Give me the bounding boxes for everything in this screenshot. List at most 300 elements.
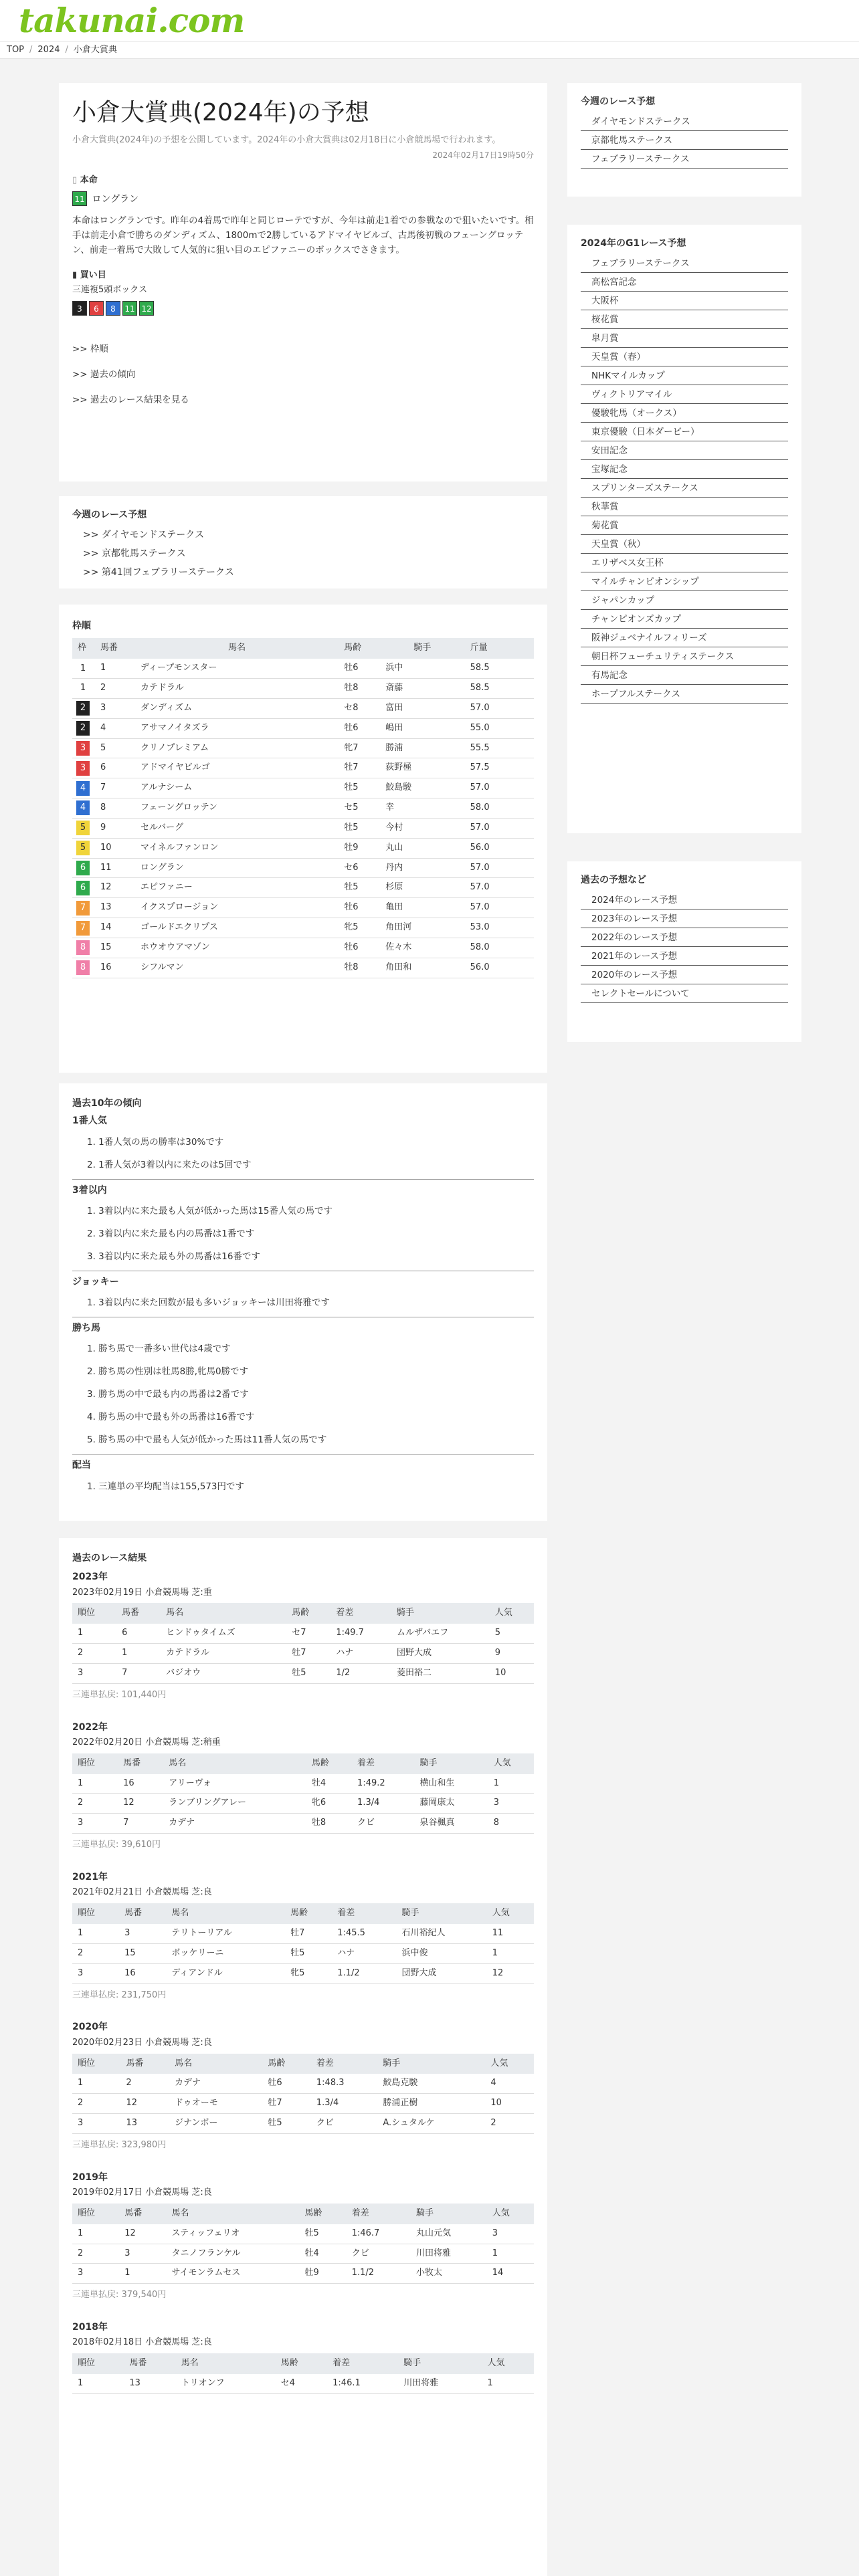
result-cell: 1:48.3 [311, 2074, 377, 2093]
result-col: 順位 [72, 2204, 119, 2224]
weekly-link-diamond[interactable]: >> ダイヤモンドステークス [83, 530, 205, 541]
sidebar-link[interactable]: 有馬記念 [581, 666, 788, 685]
horse-name-link[interactable]: マイネルファンロン [135, 838, 339, 858]
result-row [72, 1963, 534, 1983]
result-col: 馬番 [119, 1903, 166, 1924]
result-row [72, 1644, 534, 1664]
result-col: 騎手 [411, 2204, 487, 2224]
umaban-cell: 16 [95, 958, 135, 978]
waku-row [72, 858, 534, 878]
age-cell: 牡5 [339, 778, 380, 798]
trend-item: 1. 勝ち馬で一番多い世代は4歳です [87, 1344, 231, 1355]
trends-card [59, 1083, 547, 1521]
result-horse-link[interactable]: ドゥオーモ [169, 2094, 262, 2114]
sidebar-link[interactable]: フェブラリーステークス [581, 150, 788, 169]
result-horse-link[interactable]: バジオウ [161, 1663, 286, 1683]
honmei-icon: ▯ [72, 175, 78, 186]
result-cell: 藤岡康太 [414, 1794, 488, 1814]
result-cell: 12 [119, 2224, 166, 2244]
result-cell: 1/2 [330, 1663, 391, 1683]
result-col: 馬齢 [306, 1753, 352, 1774]
age-cell: 牝7 [339, 738, 380, 758]
breadcrumb-separator: / [29, 45, 33, 55]
result-cell: 7 [116, 1663, 161, 1683]
result-col: 馬番 [116, 1603, 161, 1624]
kaime-section [72, 270, 534, 316]
result-cell: クビ [347, 2244, 411, 2264]
horse-name-link[interactable]: アドマイヤビルゴ [135, 758, 339, 778]
result-horse-link[interactable]: ボッケリーニ [166, 1943, 285, 1963]
result-col: 着差 [311, 2054, 377, 2074]
sidebar-link[interactable]: 朝日杯フューチュリティステークス [581, 647, 788, 666]
result-cell: 1.3/4 [352, 1794, 414, 1814]
trend-list [72, 1475, 534, 1498]
result-cell: 1:45.5 [332, 1924, 396, 1943]
honmei-horse: ロングラン [92, 194, 139, 205]
results-title: 過去のレース結果 [72, 1553, 147, 1564]
trend-item: 1. 3着以内に来た最も人気が低かった馬は15番人気の馬です [87, 1205, 332, 1216]
waku-row [72, 798, 534, 819]
result-horse-link[interactable]: ジナンボー [169, 2114, 262, 2134]
waku-cell [72, 898, 95, 918]
waku-cell [72, 858, 95, 878]
result-horse-link[interactable]: カデナ [163, 1814, 306, 1834]
result-cell: 16 [119, 1963, 166, 1983]
col-age: 馬齢 [339, 638, 380, 659]
waku-row [72, 878, 534, 898]
result-cell: セ4 [276, 2374, 327, 2393]
umaban-cell: 5 [95, 738, 135, 758]
sidebar-link[interactable]: 秋華賞 [581, 498, 788, 516]
result-cell: 牡7 [262, 2094, 311, 2114]
age-cell: 牡9 [339, 838, 380, 858]
sidebar-link[interactable]: NHKマイルカップ [581, 366, 788, 385]
result-horse-link[interactable]: ヒンドゥタイムズ [161, 1624, 286, 1643]
site-logo[interactable]: takunai.com [19, 1, 245, 40]
result-race-info: 2021年02月21日 小倉競馬場 芝:良 [72, 1887, 212, 1898]
result-cell: 牡4 [300, 2244, 347, 2264]
trend-item: 3. 3着以内に来た最も外の馬番は16番です [87, 1251, 260, 1262]
link-past-results[interactable]: >> 過去のレース結果を見る [72, 394, 189, 405]
kaime-number: 12 [139, 301, 154, 316]
umaban-cell: 3 [95, 698, 135, 718]
result-horse-link[interactable]: カデナ [169, 2074, 262, 2093]
result-cell: 1 [488, 1774, 534, 1794]
sidebar-link[interactable]: ダイヤモンドステークス [581, 112, 788, 131]
jockey-cell: 富田 [380, 698, 464, 718]
result-col: 騎手 [414, 1753, 488, 1774]
result-payout: 三連単払戻: 101,440円 [72, 1689, 167, 1700]
result-race-info: 2019年02月17日 小倉競馬場 芝:良 [72, 2187, 212, 2198]
result-cell: 1.1/2 [347, 2264, 411, 2284]
age-cell: 牡6 [339, 938, 380, 958]
umaban-cell: 7 [95, 778, 135, 798]
result-cell: 横山和生 [414, 1774, 488, 1794]
trend-heading: 3着以内 [72, 1184, 107, 1196]
waku-cell [72, 938, 95, 958]
waku-row [72, 718, 534, 738]
waku-cell [72, 818, 95, 838]
result-row [72, 1924, 534, 1943]
age-cell: セ8 [339, 698, 380, 718]
weekly-predictions-card [59, 496, 547, 588]
result-year: 2018年 [72, 2322, 108, 2333]
result-year-block [72, 1570, 534, 1701]
result-cell: 2 [485, 2114, 534, 2134]
result-cell: クビ [311, 2114, 377, 2134]
kaime-numbers [72, 301, 534, 316]
trend-heading: 勝ち馬 [72, 1323, 100, 1334]
sidebar-link[interactable]: 2024年のレース予想 [581, 891, 788, 909]
horse-name-link[interactable]: ホウオウアマゾン [135, 938, 339, 958]
jockey-cell: 角田河 [380, 918, 464, 938]
result-header-row [72, 1603, 534, 1624]
sidebar-link[interactable]: 安田記念 [581, 441, 788, 460]
sidebar-link[interactable]: マイルチャンピオンシップ [581, 572, 788, 591]
horse-name-link[interactable]: ディープモンスター [135, 659, 339, 678]
result-cell: 1:49.2 [352, 1774, 414, 1794]
sidebar-link[interactable]: 優駿牝馬（オークス） [581, 404, 788, 423]
result-cell: 1 [72, 1774, 118, 1794]
trend-item: 1. 1番人気の馬の勝率は30%です [87, 1136, 224, 1148]
result-col: 馬番 [121, 2054, 170, 2074]
weekly-title: 今週のレース予想 [72, 510, 147, 520]
waku-number: 6 [76, 881, 90, 895]
umaban-cell: 12 [95, 878, 135, 898]
result-table [72, 1753, 534, 1834]
breadcrumb-year[interactable]: 2024 [37, 45, 60, 55]
waku-row [72, 838, 534, 858]
result-col: 馬番 [124, 2353, 175, 2374]
trend-group [72, 1114, 534, 1179]
sidebar-link[interactable]: ヴィクトリアマイル [581, 385, 788, 404]
horse-name-link[interactable]: フェーングロッテン [135, 798, 339, 819]
result-cell: 団野大成 [391, 1644, 490, 1664]
horse-name-link[interactable]: アルナシーム [135, 778, 339, 798]
result-row [72, 2074, 534, 2093]
result-cell: 2 [72, 1794, 118, 1814]
age-cell: 牡7 [339, 758, 380, 778]
result-col: 騎手 [377, 2054, 485, 2074]
result-row [72, 2114, 534, 2134]
result-cell: 泉谷楓真 [414, 1814, 488, 1834]
col-waku: 枠 [72, 638, 95, 659]
result-cell: 牝5 [285, 1963, 332, 1983]
result-col: 馬齢 [262, 2054, 311, 2074]
jockey-cell: 角田和 [380, 958, 464, 978]
col-weight: 斤量 [465, 638, 534, 659]
result-year: 2022年 [72, 1721, 108, 1733]
waku-cell [72, 758, 95, 778]
sidebar-link[interactable]: ホープフルステークス [581, 685, 788, 704]
umaban-cell: 4 [95, 718, 135, 738]
result-year: 2023年 [72, 1572, 108, 1583]
result-col: 馬番 [119, 2204, 166, 2224]
horse-name-link[interactable]: ロングラン [135, 858, 339, 878]
col-horse: 馬名 [135, 638, 339, 659]
jockey-cell: 今村 [380, 818, 464, 838]
result-cell: セ7 [286, 1624, 330, 1643]
sidebar-link[interactable]: 天皇賞（秋） [581, 535, 788, 554]
horse-name-link[interactable]: イクスプロージョン [135, 898, 339, 918]
trend-heading: ジョッキー [72, 1276, 119, 1287]
result-horse-link[interactable]: テリトーリアル [166, 1924, 285, 1943]
waku-header-row [72, 638, 534, 659]
horse-name-link[interactable]: クリノプレミアム [135, 738, 339, 758]
sidebar-link[interactable]: 京都牝馬ステークス [581, 131, 788, 150]
result-horse-link[interactable]: ランブリングアレー [163, 1794, 306, 1814]
result-cell: 1 [116, 1644, 161, 1664]
result-cell: 10 [485, 2094, 534, 2114]
age-cell: 牡6 [339, 659, 380, 678]
result-cell: 3 [488, 1794, 534, 1814]
result-cell: 1:49.7 [330, 1624, 391, 1643]
umaban-cell: 2 [95, 678, 135, 698]
umaban-cell: 13 [95, 898, 135, 918]
weight-cell: 58.0 [465, 938, 534, 958]
result-cell: 12 [118, 1794, 163, 1814]
result-horse-link[interactable]: タニノフランケル [166, 2244, 299, 2264]
kaime-label: 三連複5頭ボックス [72, 285, 148, 296]
trend-item: 2. 勝ち馬の性別は牡馬8勝,牝馬0勝です [87, 1366, 249, 1378]
waku-row [72, 898, 534, 918]
sidebar-link[interactable]: ジャパンカップ [581, 591, 788, 610]
waku-number: 7 [76, 921, 90, 936]
result-col: 着差 [330, 1603, 391, 1624]
sidebar-link[interactable]: 宝塚記念 [581, 460, 788, 479]
link-trends[interactable]: >> 過去の傾向 [72, 368, 136, 380]
result-cell: 牡5 [286, 1663, 330, 1683]
weight-cell: 58.5 [465, 659, 534, 678]
link-waku[interactable]: >> 枠順 [72, 343, 108, 354]
waku-row [72, 938, 534, 958]
sidebar-weekly-card [567, 83, 801, 197]
sidebar-link[interactable]: 皐月賞 [581, 329, 788, 348]
trend-list [72, 1131, 534, 1180]
result-col: 馬名 [166, 2204, 299, 2224]
result-cell: 勝浦正樹 [377, 2094, 485, 2114]
weight-cell: 58.0 [465, 798, 534, 819]
trend-item: 1. 3着以内に来た回数が最も多いジョッキーは川田将雅です [87, 1297, 330, 1309]
sidebar-link[interactable]: 2023年のレース予想 [581, 909, 788, 928]
sidebar-past-card [567, 861, 801, 1042]
jockey-cell: 丹内 [380, 858, 464, 878]
trend-item: 2. 1番人気が3着以内に来たのは5回です [87, 1159, 252, 1170]
result-col: 騎手 [398, 2353, 482, 2374]
weight-cell: 53.0 [465, 918, 534, 938]
waku-cell [72, 718, 95, 738]
sidebar-link[interactable]: チャンピオンズカップ [581, 610, 788, 629]
horse-name-link[interactable]: セルバーグ [135, 818, 339, 838]
umaban-cell: 10 [95, 838, 135, 858]
sidebar-link[interactable]: フェブラリーステークス [581, 254, 788, 273]
waku-number: 2 [76, 701, 90, 716]
waku-table [72, 638, 534, 978]
breadcrumb-top[interactable]: TOP [7, 45, 25, 55]
waku-number: 1 [76, 661, 90, 676]
result-cell: 牡5 [262, 2114, 311, 2134]
horse-name-link[interactable]: エピファニー [135, 878, 339, 898]
article-date: 2024年02月17日19時50分 [432, 150, 534, 160]
result-cell: 2 [121, 2074, 170, 2093]
result-horse-link[interactable]: サイモンラムセス [166, 2264, 299, 2284]
result-cell: 1 [487, 2244, 534, 2264]
result-col: 馬名 [176, 2353, 276, 2374]
weekly-link-february[interactable]: >> 第41回フェブラリーステークス [83, 567, 234, 578]
trend-group [72, 1321, 534, 1455]
trend-list [72, 1200, 534, 1271]
weight-cell: 57.0 [465, 698, 534, 718]
waku-cell [72, 798, 95, 819]
jockey-cell: 亀田 [380, 898, 464, 918]
waku-cell [72, 958, 95, 978]
result-cell: 牡7 [286, 1644, 330, 1664]
result-cell: 牡5 [300, 2224, 347, 2244]
sidebar-link[interactable]: エリザベス女王杯 [581, 554, 788, 572]
result-row [72, 1943, 534, 1963]
result-cell: ハナ [330, 1644, 391, 1664]
result-cell: 鮫島克駿 [377, 2074, 485, 2093]
result-year: 2021年 [72, 1872, 108, 1883]
waku-number: 2 [76, 721, 90, 736]
sidebar-link[interactable]: 2020年のレース予想 [581, 966, 788, 984]
trend-item: 3. 勝ち馬の中で最も内の馬番は2番です [87, 1389, 249, 1400]
result-row [72, 2094, 534, 2114]
age-cell: 牡6 [339, 898, 380, 918]
weight-cell: 56.0 [465, 958, 534, 978]
age-cell: 牡8 [339, 678, 380, 698]
result-table [72, 2353, 534, 2394]
horse-name-link[interactable]: シフルマン [135, 958, 339, 978]
sidebar-link[interactable]: 東京優駿（日本ダービー） [581, 423, 788, 441]
result-cell: 丸山元気 [411, 2224, 487, 2244]
waku-row [72, 778, 534, 798]
result-cell: 3 [72, 2264, 119, 2284]
weight-cell: 57.0 [465, 878, 534, 898]
result-horse-link[interactable]: カテドラル [161, 1644, 286, 1664]
honmei-heading: 本命 [80, 175, 98, 186]
result-race-info: 2020年02月23日 小倉競馬場 芝:良 [72, 2037, 212, 2048]
sidebar-link[interactable]: セレクトセールについて [581, 984, 788, 1003]
result-cell: 3 [72, 1963, 119, 1983]
trend-item: 5. 勝ち馬の中で最も人気が低かった馬は11番人気の馬です [87, 1434, 327, 1446]
result-cell: クビ [352, 1814, 414, 1834]
result-col: 騎手 [391, 1603, 490, 1624]
result-horse-link[interactable]: トリオンフ [176, 2374, 276, 2393]
weight-cell: 57.5 [465, 758, 534, 778]
horse-name-link[interactable]: カテドラル [135, 678, 339, 698]
breadcrumb-separator: / [65, 45, 68, 55]
result-col: 順位 [72, 2353, 124, 2374]
result-cell: 1.1/2 [332, 1963, 396, 1983]
result-row [72, 2244, 534, 2264]
result-race-info: 2018年02月18日 小倉競馬場 芝:良 [72, 2337, 212, 2348]
result-col: 馬名 [166, 1903, 285, 1924]
weekly-link-kyoto[interactable]: >> 京都牝馬ステークス [83, 548, 186, 560]
result-horse-link[interactable]: アリーヴォ [163, 1774, 306, 1794]
sidebar-link[interactable]: スプリンターズステークス [581, 479, 788, 498]
weight-cell: 56.0 [465, 838, 534, 858]
result-cell: 1:46.1 [327, 2374, 398, 2393]
jockey-cell: 勝浦 [380, 738, 464, 758]
waku-cell [72, 878, 95, 898]
trend-item: 2. 3着以内に来た最も内の馬番は1番です [87, 1228, 255, 1239]
sidebar-link[interactable]: 桜花賞 [581, 310, 788, 329]
result-table [72, 1603, 534, 1683]
weight-cell: 57.0 [465, 858, 534, 878]
result-table [72, 2204, 534, 2284]
horse-name-link[interactable]: ゴールドエクリプス [135, 918, 339, 938]
sidebar-link[interactable]: 天皇賞（春） [581, 348, 788, 366]
result-cell: 小牧太 [411, 2264, 487, 2284]
breadcrumb [0, 41, 859, 59]
result-cell: 2 [72, 2244, 119, 2264]
waku-number: 8 [76, 940, 90, 955]
trend-list [72, 1337, 534, 1455]
result-col: 馬齢 [276, 2353, 327, 2374]
result-year-block [72, 1721, 534, 1852]
sidebar-link[interactable]: 阪神ジュベナイルフィリーズ [581, 629, 788, 647]
waku-row [72, 918, 534, 938]
sidebar-link[interactable]: 2021年のレース予想 [581, 947, 788, 966]
result-col: 馬名 [161, 1603, 286, 1624]
sidebar-link[interactable]: 大阪杯 [581, 292, 788, 310]
result-col: 着差 [327, 2353, 398, 2374]
horse-name-link[interactable]: アサマノイタズラ [135, 718, 339, 738]
result-horse-link[interactable]: スティッフェリオ [166, 2224, 299, 2244]
result-cell: 16 [118, 1774, 163, 1794]
age-cell: 牡5 [339, 818, 380, 838]
umaban-cell: 14 [95, 918, 135, 938]
umaban-cell: 15 [95, 938, 135, 958]
jockey-cell: 荻野極 [380, 758, 464, 778]
trend-heading: 配当 [72, 1460, 91, 1471]
site-header [0, 0, 859, 41]
honmei-number: 11 [72, 191, 87, 206]
sidebar-link[interactable]: 高松宮記念 [581, 273, 788, 292]
trend-heading: 1番人気 [72, 1115, 107, 1127]
result-table [72, 2054, 534, 2134]
result-cell: 3 [487, 2224, 534, 2244]
horse-name-link[interactable]: ダンディズム [135, 698, 339, 718]
result-cell: 5 [490, 1624, 534, 1643]
result-race-info: 2023年02月19日 小倉競馬場 芝:重 [72, 1587, 212, 1598]
ticket-icon: ▮ [72, 270, 78, 280]
waku-title: 枠順 [72, 621, 91, 631]
col-jockey: 騎手 [380, 638, 464, 659]
result-cell: 菱田裕二 [391, 1663, 490, 1683]
trend-group [72, 1275, 534, 1317]
sidebar-g1-title: 2024年のG1レース予想 [581, 238, 686, 249]
waku-card [59, 605, 547, 1073]
result-horse-link[interactable]: ディアンドル [166, 1963, 285, 1983]
weight-cell: 57.0 [465, 898, 534, 918]
sidebar-link[interactable]: 菊花賞 [581, 516, 788, 535]
result-payout: 三連単払戻: 379,540円 [72, 2290, 167, 2300]
waku-number: 8 [76, 960, 90, 975]
result-col: 人気 [487, 2204, 534, 2224]
result-year: 2019年 [72, 2171, 108, 2183]
result-payout: 三連単払戻: 323,980円 [72, 2139, 167, 2150]
result-col: 順位 [72, 1603, 116, 1624]
result-col: 馬齢 [300, 2204, 347, 2224]
age-cell: 牝5 [339, 918, 380, 938]
result-cell: 牡9 [300, 2264, 347, 2284]
sidebar-link[interactable]: 2022年のレース予想 [581, 928, 788, 947]
result-cell: 石川裕紀人 [397, 1924, 487, 1943]
result-col: 人気 [488, 1753, 534, 1774]
jockey-cell: 斎藤 [380, 678, 464, 698]
